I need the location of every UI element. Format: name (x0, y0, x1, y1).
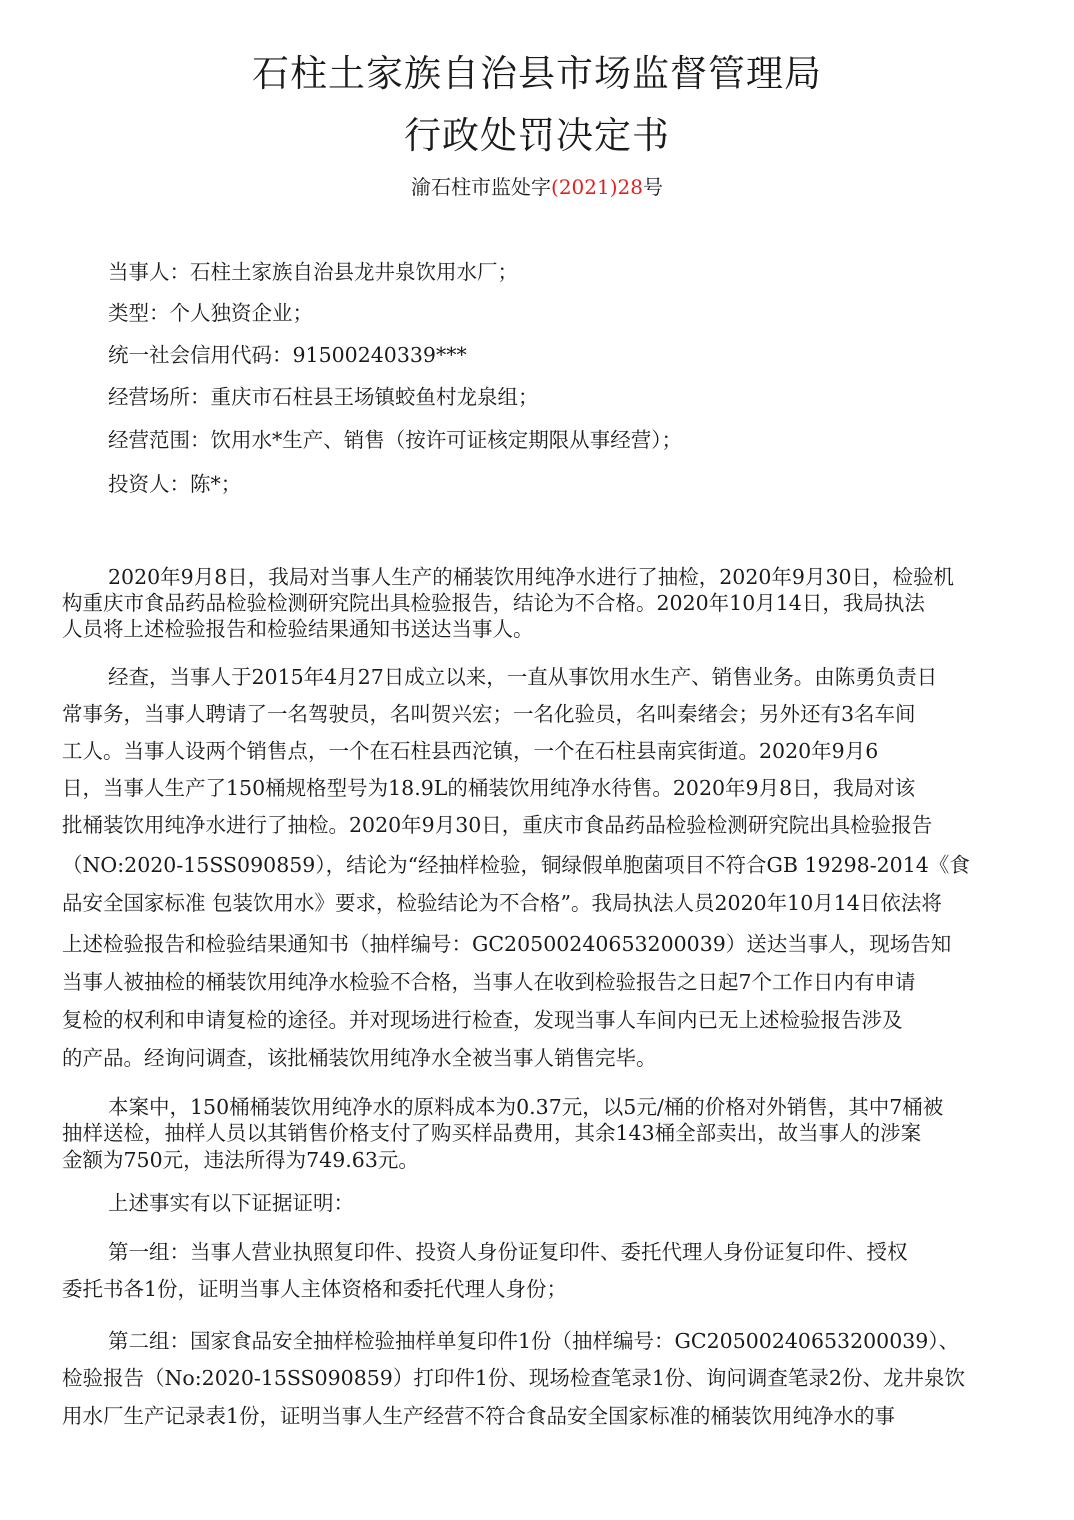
document-number-prefix: 渝石柱市监处字 (411, 175, 552, 199)
document-title-type: 行政处罚决定书 (404, 114, 670, 157)
party-name: 当事人：石柱土家族自治县龙井泉饮用水厂； (108, 260, 518, 284)
party-investor: 投资人：陈*； (108, 472, 242, 496)
paragraph-line: 工人。当事人设两个销售点，一个在石柱县西沱镇，一个在石柱县南宾街道。2020年9月6 (62, 739, 879, 763)
paragraph-line: 的产品。经询问调查，该批桶装饮用纯净水全被当事人销售完毕。 (62, 1046, 657, 1070)
paragraph-line: 当事人被抽检的桶装饮用纯净水检验不合格，当事人在收到检验报告之日起7个工作日内有申请 (62, 970, 916, 994)
party-address: 经营场所：重庆市石柱县王场镇蛟鱼村龙泉组； (108, 385, 539, 409)
paragraph-line: 金额为750元，违法所得为749.63元。 (62, 1148, 419, 1172)
paragraph-line: 抽样送检，抽样人员以其销售价格支付了购买样品费用，其余143桶全部卖出，故当事人的涉案 (62, 1121, 922, 1145)
paragraph-line: 复检的权利和申请复检的途径。并对现场进行检查，发现当事人车间内已无上述检验报告涉及 (62, 1008, 903, 1032)
document-number-year: (2021)28 (551, 175, 643, 199)
paragraph-line: 本案中，150桶桶装饮用纯净水的原料成本为0.37元，以5元/桶的价格对外销售，其中7桶被 (108, 1095, 944, 1119)
paragraph-line: 人员将上述检验报告和检验结果通知书送达当事人。 (62, 617, 534, 641)
paragraph-line: 第一组：当事人营业执照复印件、投资人身份证复印件、委托代理人身份证复印件、授权 (108, 1240, 908, 1264)
paragraph-line: 日，当事人生产了150桶规格型号为18.9L的桶装饮用纯净水待售。2020年9月8日，我局对该 (62, 776, 916, 800)
paragraph-line: 第二组：国家食品安全抽样检验抽样单复印件1份（抽样编号：GC20500240653200039）、 (108, 1329, 960, 1353)
paragraph-line: 委托书各1份，证明当事人主体资格和委托代理人身份； (62, 1277, 568, 1301)
party-type: 类型：个人独资企业； (108, 301, 313, 325)
paragraph-line: 品安全国家标准 包装饮用水》要求，检验结论为不合格”。我局执法人员2020年10月14日依法将 (62, 891, 942, 915)
paragraph-line: 批桶装饮用纯净水进行了抽检。2020年9月30日，重庆市食品药品检验检测研究院出具检验报告 (62, 813, 933, 837)
paragraph-line: 上述检验报告和检验结果通知书（抽样编号：GC20500240653200039）送达当事人，现场告知 (62, 932, 952, 956)
paragraph-line: 检验报告（No:2020-15SS090859）打印件1份、现场检查笔录1份、询问调查笔录2份、龙井泉饮 (62, 1366, 965, 1390)
document-number (0, 173, 1074, 201)
paragraph-line: 构重庆市食品药品检验检测研究院出具检验报告，结论为不合格。2020年10月14日，我局执法 (62, 591, 925, 615)
document-title-agency: 石柱土家族自治县市场监督管理局 (252, 52, 822, 95)
paragraph-line: 经查，当事人于2015年4月27日成立以来，一直从事饮用水生产、销售业务。由陈勇负责日 (108, 665, 938, 689)
paragraph-line: 用水厂生产记录表1份，证明当事人生产经营不符合食品安全国家标准的桶装饮用纯净水的事 (62, 1404, 896, 1428)
paragraph-line: （NO:2020-15SS090859），结论为“经抽样检验，铜绿假单胞菌项目不符合GB 19298-2014《食 (62, 853, 970, 877)
party-credit-code: 统一社会信用代码：91500240339*** (108, 343, 467, 367)
party-business-scope: 经营范围：饮用水*生产、销售（按许可证核定期限从事经营）； (108, 428, 682, 452)
paragraph-line: 上述事实有以下证据证明： (108, 1191, 354, 1215)
paragraph-line: 常事务，当事人聘请了一名驾驶员，名叫贺兴宏；一名化验员，名叫秦绪会；另外还有3名车间 (62, 702, 916, 726)
document-number-suffix: 号 (642, 175, 663, 199)
paragraph-line: 2020年9月8日，我局对当事人生产的桶装饮用纯净水进行了抽检，2020年9月30日，检验机 (108, 565, 955, 589)
